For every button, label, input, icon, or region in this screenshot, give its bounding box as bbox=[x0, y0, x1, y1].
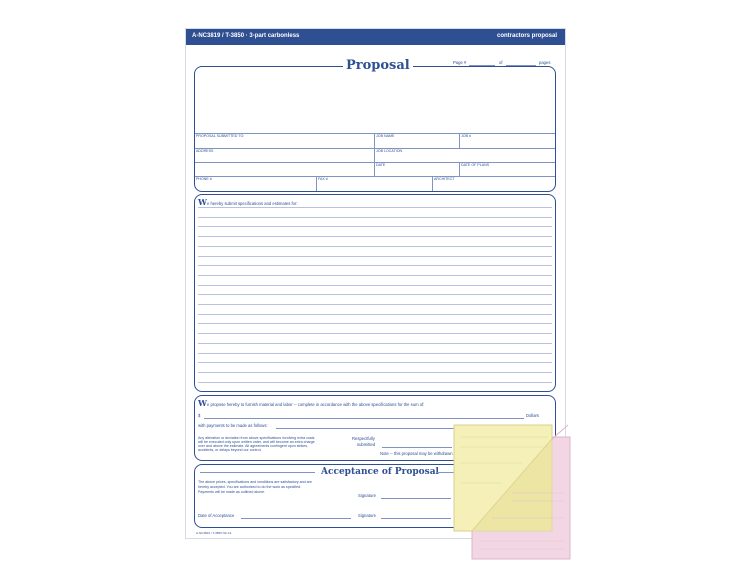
acceptance-text-1: The above prices, specifications and conditions are satisfactory and are bbox=[198, 480, 312, 484]
payments-label: with payments to be made as follows: bbox=[198, 423, 268, 428]
spec-line bbox=[198, 265, 552, 266]
dollar-sign: $ bbox=[198, 413, 201, 418]
spec-line bbox=[198, 207, 552, 208]
spec-line bbox=[198, 353, 552, 354]
fine-print-1: Any alteration or deviation from above specifications involving extra costs bbox=[198, 436, 315, 440]
spec-line bbox=[198, 382, 552, 383]
acceptance-text-2: hereby accepted. You are authorized to do the work as specified. bbox=[198, 485, 302, 489]
spec-line bbox=[198, 285, 552, 286]
submitted-to-label: PROPOSAL SUBMITTED TO: bbox=[196, 134, 245, 138]
spec-line bbox=[198, 323, 552, 324]
spec-line bbox=[198, 314, 552, 315]
form-footer-code: A-NC3819 / T-3850 NC-13 bbox=[196, 531, 232, 535]
page-number-label: Page # bbox=[453, 60, 467, 65]
acceptance-text-3: Payments will be made as outlined above. bbox=[198, 490, 266, 494]
form-header-bar bbox=[186, 29, 565, 45]
form-number: A-NC3819 / T-3850 · 3-part carbonless bbox=[192, 33, 300, 39]
spec-line bbox=[198, 217, 552, 218]
spec-line bbox=[198, 256, 552, 257]
specifications-heading: We hereby submit specifications and estimates for: bbox=[198, 197, 298, 207]
submitted-label: submitted bbox=[357, 442, 376, 447]
spec-line bbox=[198, 294, 552, 295]
respectfully-label: Respectfully bbox=[352, 436, 375, 441]
pages-label: pages bbox=[539, 60, 551, 65]
spec-line bbox=[198, 236, 552, 237]
spec-line bbox=[198, 343, 552, 344]
spec-line bbox=[198, 372, 552, 373]
spec-line bbox=[198, 304, 552, 305]
withdrawal-note: Note -- this proposal may be withdrawn bbox=[380, 451, 453, 456]
date-label: DATE bbox=[376, 163, 386, 167]
signature-label-2: Signature bbox=[358, 513, 376, 518]
spec-line bbox=[198, 226, 552, 227]
date-of-plans-label: DATE OF PLANS bbox=[461, 163, 490, 167]
fax-label: FAX # bbox=[318, 177, 328, 181]
job-location-label: JOB LOCATION bbox=[376, 149, 403, 153]
spec-line bbox=[198, 362, 552, 363]
terms-heading: We propose hereby to furnish material and labor -- complete in accordance with the above specifications for the sum of: bbox=[198, 398, 425, 408]
proposal-title: Proposal bbox=[343, 58, 413, 73]
job-number-label: JOB # bbox=[461, 134, 471, 138]
job-name-label: JOB NAME bbox=[376, 134, 395, 138]
dollars-label: Dollars bbox=[526, 413, 540, 418]
spec-line bbox=[198, 246, 552, 247]
spec-line bbox=[198, 333, 552, 334]
signature-label-1: Signature bbox=[358, 493, 376, 498]
fine-print-2: will be executed only upon written order, and will become an extra charge bbox=[198, 440, 315, 444]
date-of-acceptance-label: Date of Acceptance bbox=[198, 513, 235, 518]
spec-line bbox=[198, 275, 552, 276]
fine-print-3: over and above the estimate. All agreements contingent upon strikes, bbox=[198, 444, 309, 448]
acceptance-title: Acceptance of Proposal bbox=[321, 467, 439, 477]
fine-print-4: accidents, or delays beyond our control. bbox=[198, 448, 262, 452]
form-type: contractors proposal bbox=[496, 33, 557, 39]
carbonless-copies bbox=[452, 423, 582, 563]
architect-label: ARCHITECT bbox=[434, 177, 455, 181]
proposal-box bbox=[194, 66, 556, 192]
phone-label: PHONE # bbox=[196, 177, 212, 181]
page-of-label: of bbox=[499, 60, 503, 65]
address-label: ADDRESS bbox=[196, 149, 214, 153]
